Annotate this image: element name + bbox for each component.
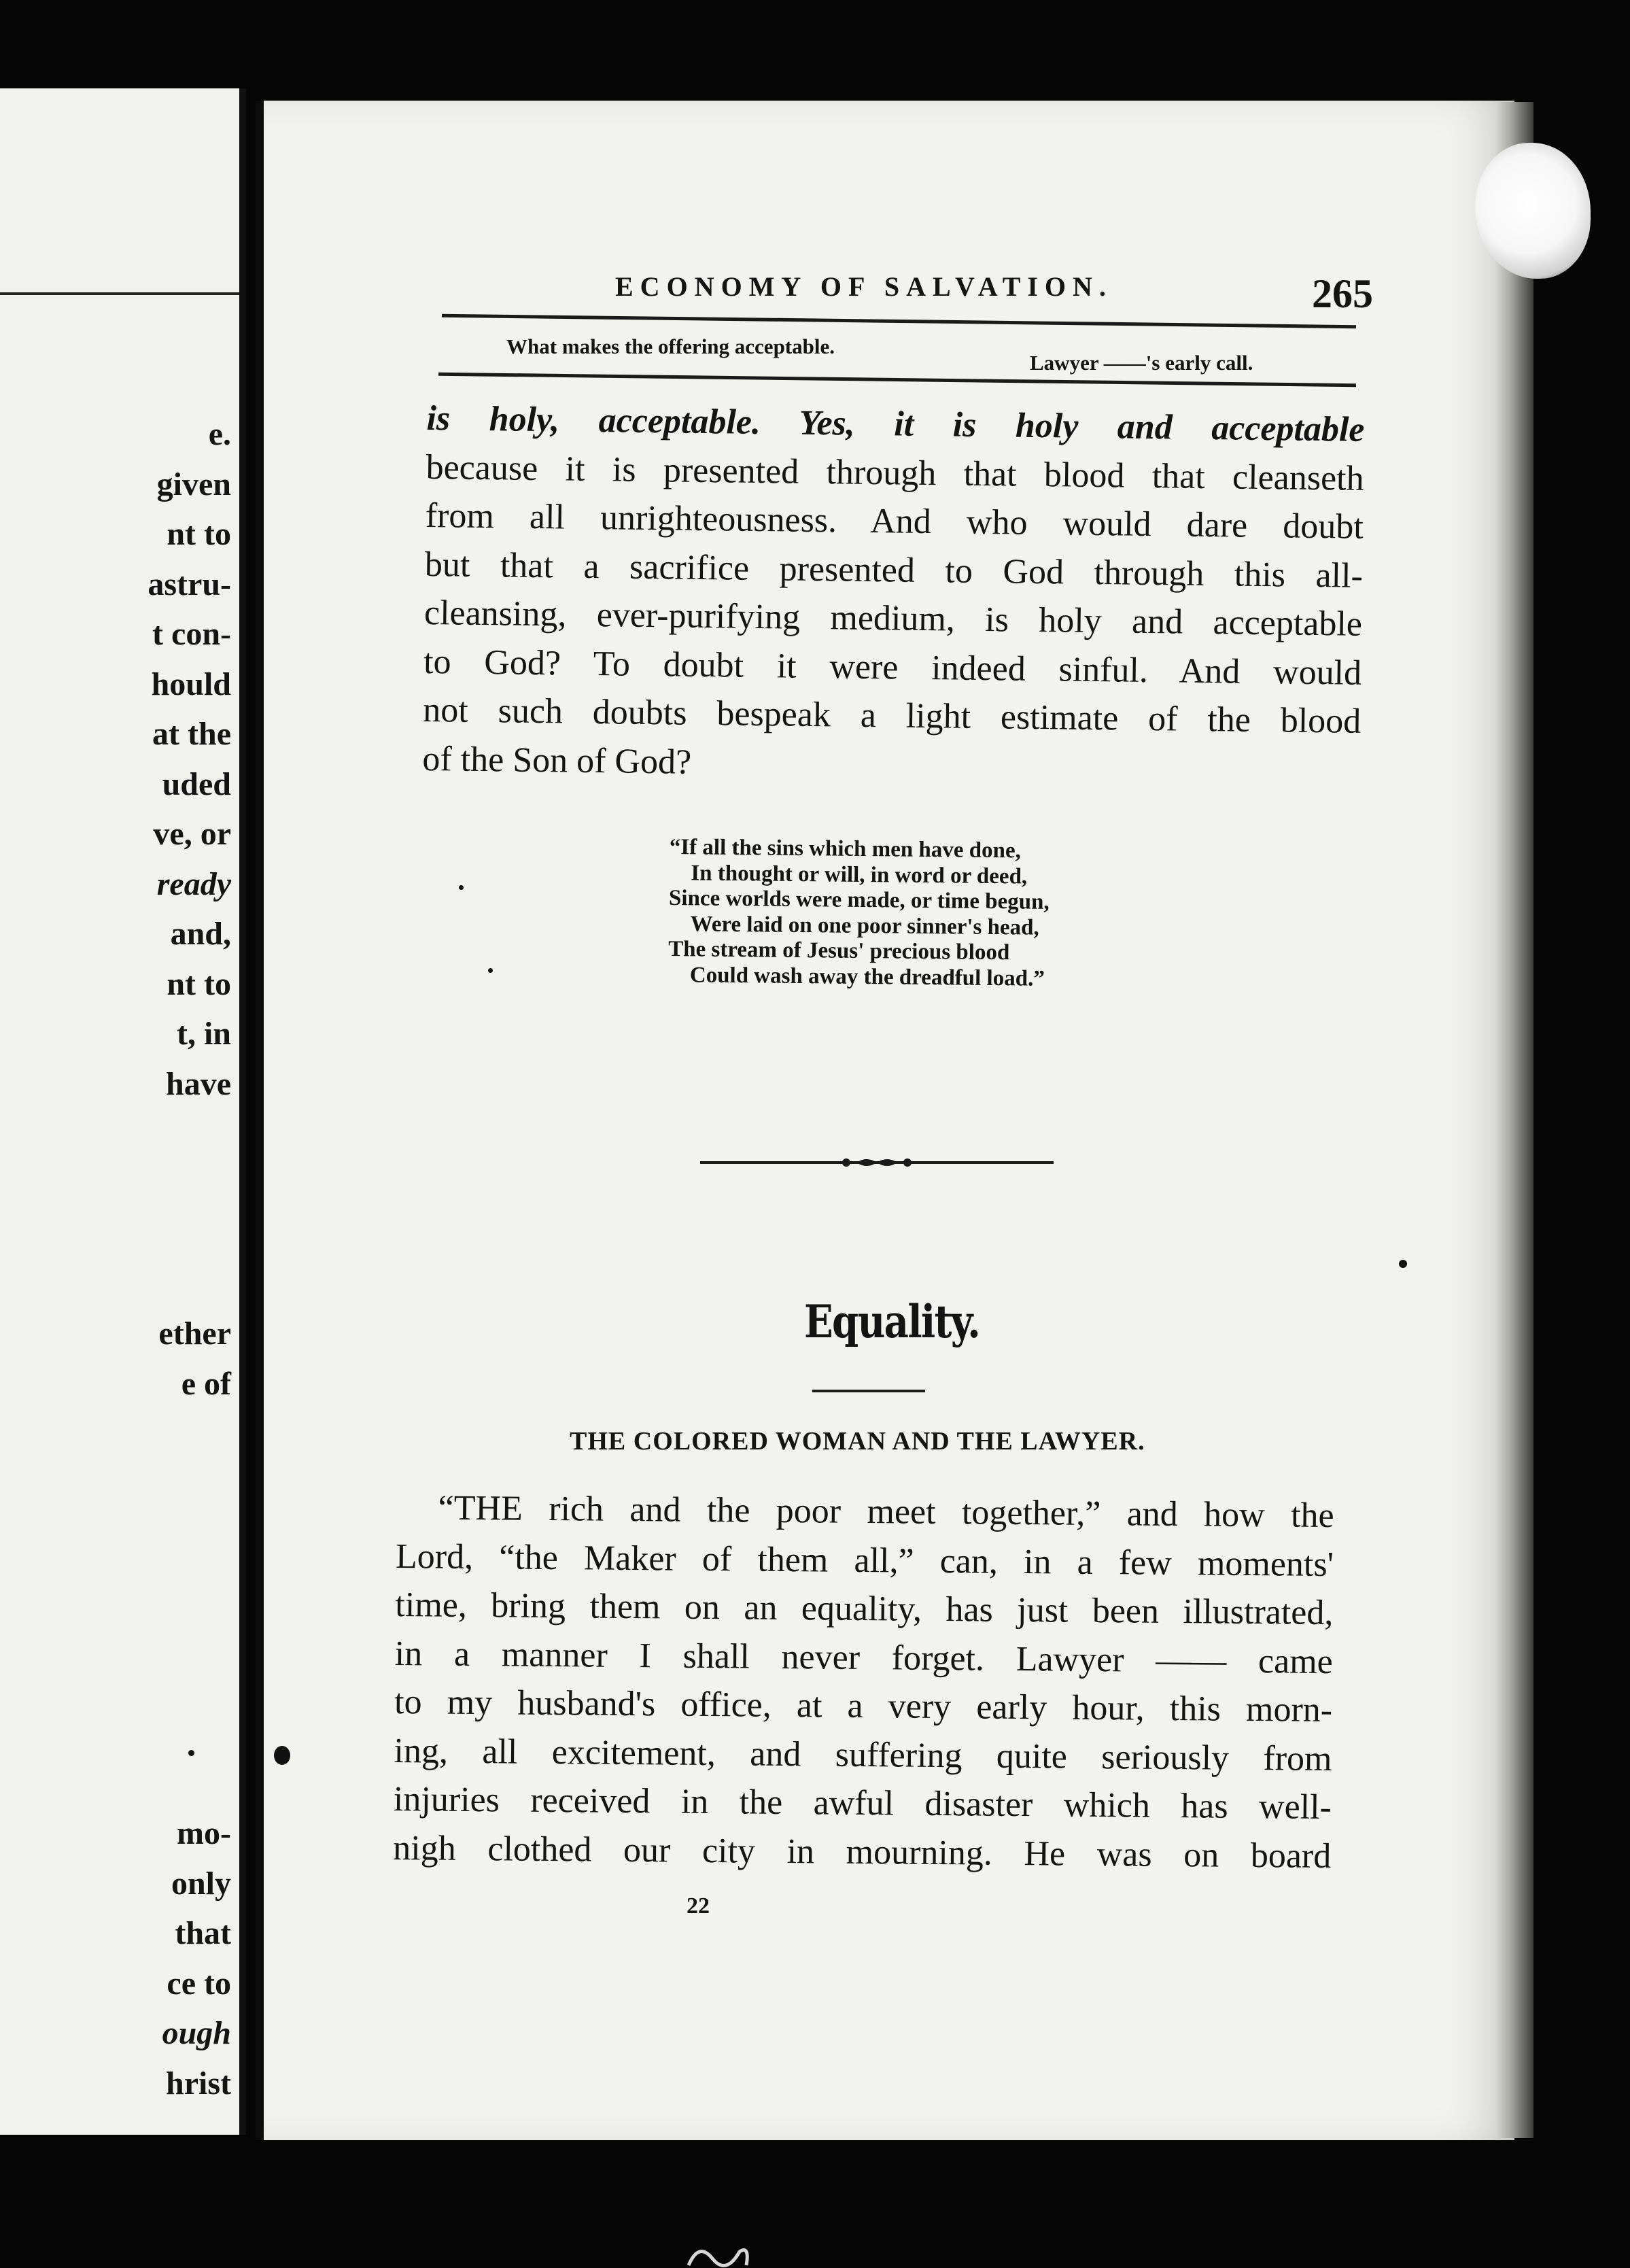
left-page-line: t, in: [176, 1016, 231, 1052]
left-page-line: [27, 1559, 231, 1609]
text-line: but that a sacrifice presented to God through this all-: [424, 545, 1364, 596]
subhead-left: What makes the offering acceptable.: [506, 334, 835, 358]
left-page-line: [27, 1459, 231, 1509]
ink-speck: [459, 885, 464, 890]
text-line: from all unrighteousness. And who would dare doubt: [425, 496, 1364, 547]
left-page-line: that: [175, 1915, 231, 1951]
text-line-content: is holy, acceptable. Yes, it is holy and acceptable: [426, 398, 1365, 449]
left-page-line: only: [171, 1865, 231, 1902]
ink-speck: [488, 968, 493, 973]
left-page-line: [27, 1259, 231, 1309]
left-page-line: nt to: [167, 516, 231, 552]
text-line: “THE rich and the poor meet together,” and how the: [438, 1488, 1334, 1536]
left-page-line: e.: [208, 416, 231, 452]
poem-line: The stream of Jesus' precious blood: [668, 936, 1010, 965]
text-line: to my husband's office, at a very early hour, this morn-: [394, 1682, 1333, 1730]
ink-speck: [188, 1750, 194, 1756]
text-line: injuries received in the awful disaster which has well-: [393, 1779, 1332, 1827]
left-page-line: e of: [181, 1365, 231, 1402]
left-page-line: [27, 1759, 231, 1809]
text-line: ing, all excitement, and suffering quite seriously from: [394, 1731, 1332, 1779]
text-line: to God? To doubt it were indeed sinful. And would: [423, 642, 1362, 693]
page-number: 265: [1312, 271, 1373, 316]
subhead-right: Lawyer ——'s early call.: [1030, 351, 1253, 375]
left-page-line: have: [166, 1065, 231, 1102]
left-page-line: [27, 1109, 231, 1159]
hymn-quotation: [668, 835, 1050, 992]
left-page-line: mo-: [177, 1815, 231, 1851]
left-page-line: given: [156, 466, 231, 502]
text-line: time, bring them on an equality, has just been illustrated,: [395, 1585, 1334, 1633]
left-page-line: nt to: [167, 965, 231, 1002]
left-page-line: [27, 1609, 231, 1659]
left-page-line: [27, 1708, 231, 1759]
text-line: cleansing, ever-purifying medium, is holy and acceptable: [423, 593, 1363, 644]
poem-line: Could wash away the dreadful load.”: [689, 962, 1045, 991]
running-head: ECONOMY OF SALVATION.: [615, 271, 1113, 302]
left-page-text: [27, 309, 231, 2208]
edge-scribble: [685, 2238, 753, 2268]
paragraph-1: [422, 394, 1365, 795]
ink-speck: [1399, 1260, 1407, 1268]
section-divider-ornament: [700, 1152, 1054, 1173]
left-page-line: ce to: [167, 1965, 231, 2001]
left-page-line: [27, 1659, 231, 1709]
left-page-line: ready: [156, 865, 231, 902]
text-line: Lord, “the Maker of them all,” can, in a few moments': [395, 1536, 1334, 1584]
left-page-line: uded: [162, 766, 231, 802]
left-page-line: ether: [158, 1316, 231, 1352]
page-edge-shadow: [1495, 102, 1533, 2138]
left-page-line: [27, 1209, 231, 1259]
text-line: not such doubts bespeak a light estimate of the blood: [422, 690, 1362, 741]
left-page-line: at the: [152, 716, 231, 752]
text-line: nigh clothed our city in mourning. He was on board: [393, 1828, 1332, 1876]
section-subtitle: THE COLORED WOMAN AND THE LAWYER.: [570, 1427, 1145, 1456]
left-page-line: [27, 1159, 231, 1209]
poem-line: “If all the sins which men have done,: [669, 835, 1022, 863]
text-line: of the Son of God?: [422, 739, 692, 782]
poem-line: Since worlds were made, or time begun,: [668, 885, 1050, 914]
title-rule: [812, 1390, 925, 1392]
left-page-line: ough: [162, 2015, 231, 2051]
paragraph-2: [393, 1483, 1334, 1880]
left-page-line: astru-: [148, 566, 231, 602]
poem-line: Were laid on one poor sinner's head,: [690, 911, 1039, 940]
signature-mark: 22: [687, 1893, 710, 1919]
left-page-rule: [0, 292, 239, 295]
left-page-line: t con-: [152, 616, 231, 652]
left-page-line: [27, 1409, 231, 1459]
left-page-line: hould: [151, 666, 231, 702]
section-title: Equality.: [804, 1295, 980, 1348]
left-page-line: hrist: [166, 2065, 231, 2101]
left-page-line: ve, or: [153, 816, 231, 852]
left-page-line: [27, 1509, 231, 1559]
poem-line: In thought or will, in word or deed,: [691, 860, 1028, 889]
left-facing-page: [0, 88, 246, 2135]
text-line: because it is presented through that blood that cleanseth: [426, 447, 1364, 498]
text-line: in a manner I shall never forget. Lawyer —— came: [394, 1634, 1334, 1681]
left-page-line: and,: [170, 916, 231, 952]
ink-blot: [274, 1746, 290, 1765]
